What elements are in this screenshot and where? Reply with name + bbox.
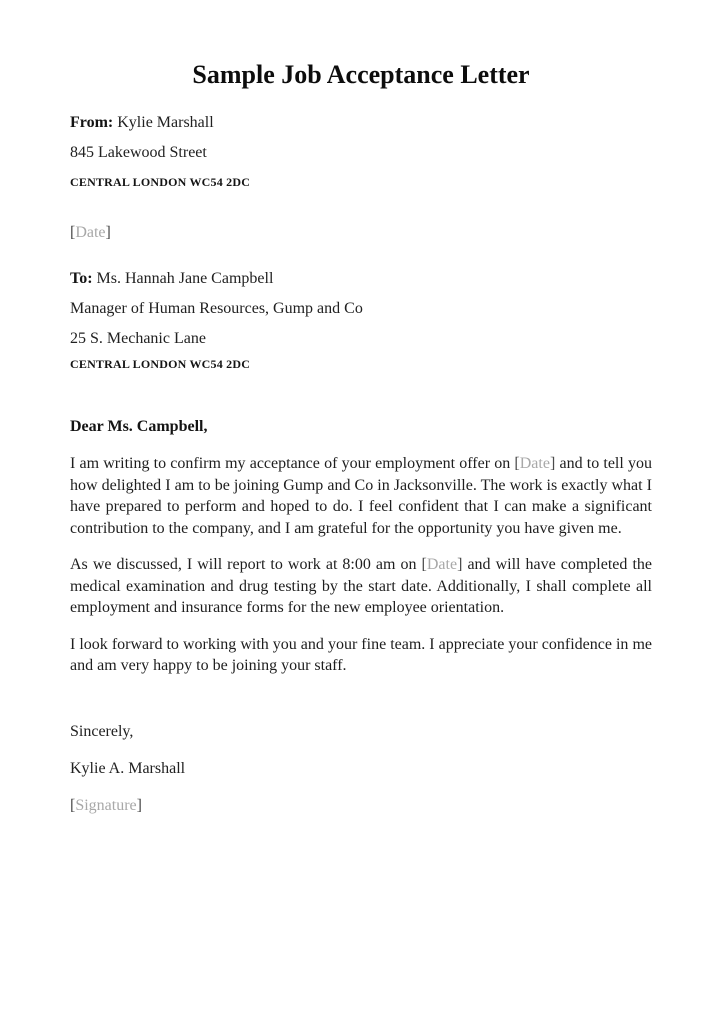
sender-from-line bbox=[70, 112, 652, 134]
open-bracket: [ bbox=[421, 556, 427, 573]
signature-placeholder[interactable] bbox=[70, 795, 652, 817]
paragraph1-post: and to tell you how delighted I am to be joining Gump and Co in Jacksonville. The work is exactly what I have prepared to perform and hoped to do. I feel confident that I can make a significant contribution to the company, and I am grateful for the opportunity you have given me. bbox=[70, 455, 652, 537]
recipient-role-line: Manager of Human Resources, Gump and Co bbox=[70, 300, 363, 317]
from-label: From: bbox=[70, 114, 114, 131]
body-paragraph-3: I look forward to working with you and your fine team. I appreciate your confidence in me and am very happy to be joining your staff. bbox=[70, 635, 652, 674]
sender-name: Kylie Marshall bbox=[113, 114, 214, 131]
recipient-address-line2: CENTRAL LONDON WC54 2DC bbox=[70, 357, 251, 371]
valediction: Sincerely, bbox=[70, 722, 134, 740]
date-placeholder-label: Date bbox=[519, 455, 550, 472]
date-placeholder-inline-2[interactable] bbox=[422, 556, 463, 573]
recipient-to-line bbox=[70, 268, 652, 290]
open-bracket: [ bbox=[70, 796, 76, 814]
body-paragraph-2 bbox=[70, 554, 652, 619]
signature-placeholder-label: Signature bbox=[75, 796, 137, 814]
recipient-address-line1: 25 S. Mechanic Lane bbox=[70, 330, 206, 347]
open-bracket: [ bbox=[514, 455, 520, 472]
date-placeholder[interactable] bbox=[70, 222, 652, 244]
salutation: Dear Ms. Campbell, bbox=[70, 418, 208, 435]
body-paragraph-1 bbox=[70, 453, 652, 539]
to-label: To: bbox=[70, 270, 93, 287]
sender-address-line2: CENTRAL LONDON WC54 2DC bbox=[70, 175, 251, 189]
open-bracket: [ bbox=[70, 224, 76, 241]
close-bracket: ] bbox=[105, 224, 111, 241]
close-bracket: ] bbox=[136, 796, 142, 814]
page-title: Sample Job Acceptance Letter bbox=[192, 60, 530, 89]
sender-address-line1: 845 Lakewood Street bbox=[70, 144, 207, 161]
recipient-name: Ms. Hannah Jane Campbell bbox=[92, 270, 274, 287]
date-placeholder-label: Date bbox=[75, 224, 106, 241]
date-placeholder-label: Date bbox=[426, 556, 458, 573]
paragraph2-post: and will have completed the medical examination and drug testing by the start date. Additionally, I shall complete all employment and insurance forms for the new employee orientation. bbox=[70, 556, 652, 616]
paragraph2-pre: As we discussed, I will report to work at 8:00 am on bbox=[70, 556, 422, 573]
date-placeholder-inline-1[interactable] bbox=[514, 455, 555, 472]
close-bracket: ] bbox=[549, 455, 556, 472]
signature-name: Kylie A. Marshall bbox=[70, 759, 186, 777]
close-bracket: ] bbox=[457, 556, 463, 573]
paragraph1-pre: I am writing to confirm my acceptance of your employment offer on bbox=[70, 455, 515, 472]
